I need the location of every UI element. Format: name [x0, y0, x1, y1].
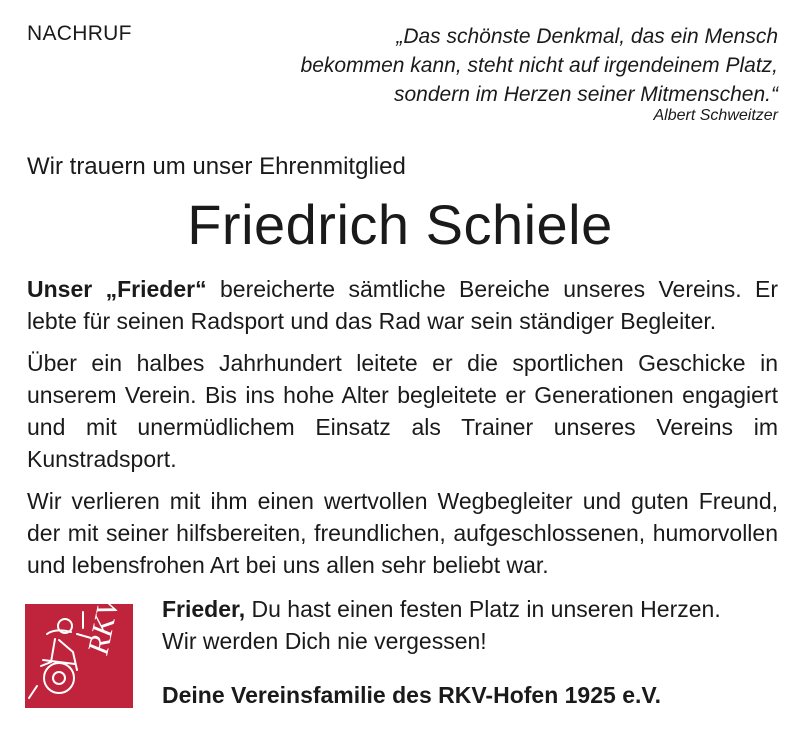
- obituary-label: NACHRUF: [27, 22, 132, 45]
- intro-line: Wir trauern um unser Ehrenmitglied: [27, 153, 406, 180]
- logo-text: RKV: [81, 604, 126, 658]
- club-logo: [25, 604, 133, 708]
- deceased-name: Friedrich Schiele: [187, 193, 613, 256]
- obituary-body: [27, 273, 778, 591]
- quote-author: Albert Schweitzer: [653, 107, 778, 124]
- paragraph-2: Über ein halbes Jahrhundert leitete er die sportlichen Geschicke in unserem Verein. Bis ins hohe Alter begleitete er Generationen engagiert und mit unermüdlichem Einsatz als Trainer unseres Vereins im Kunstradsport.: [27, 350, 778, 472]
- quote-line: „Das schönste Denkmal, das ein Mensch: [396, 25, 778, 48]
- paragraph-3: Wir verlieren mit ihm einen wertvollen Wegbegleiter und guten Freund, der mit seiner hilfsbereiten, freundlichen, aufgeschlossenen, humorvollen und lebensfrohen Art bei uns allen sehr beliebt war.: [27, 488, 778, 578]
- closing-text: [162, 593, 778, 657]
- quote-line: bekommen kann, steht nicht auf irgendeinem Platz,: [300, 54, 778, 77]
- quote-line: sondern im Herzen seiner Mitmenschen.“: [394, 83, 778, 106]
- closing-line-1: [162, 593, 778, 625]
- closing-bold: Frieder,: [162, 596, 246, 622]
- quote: [301, 22, 778, 109]
- signature: Deine Vereinsfamilie des RKV-Hofen 1925 e.V.: [162, 682, 661, 708]
- closing-rest: Du hast einen festen Platz in unseren Herzen.: [245, 596, 721, 622]
- rkv-logo-image: [25, 604, 133, 708]
- closing-line-2: Wir werden Dich nie vergessen!: [162, 628, 487, 654]
- paragraph-1-bold: Unser „Frieder“: [27, 276, 207, 302]
- paragraph-1-text: bereicherte sämtliche Bereiche unseres Vereins. Er lebte für seinen Radsport und das Rad war sein ständiger Begleiter.: [27, 276, 778, 334]
- paragraph-1: [27, 273, 778, 337]
